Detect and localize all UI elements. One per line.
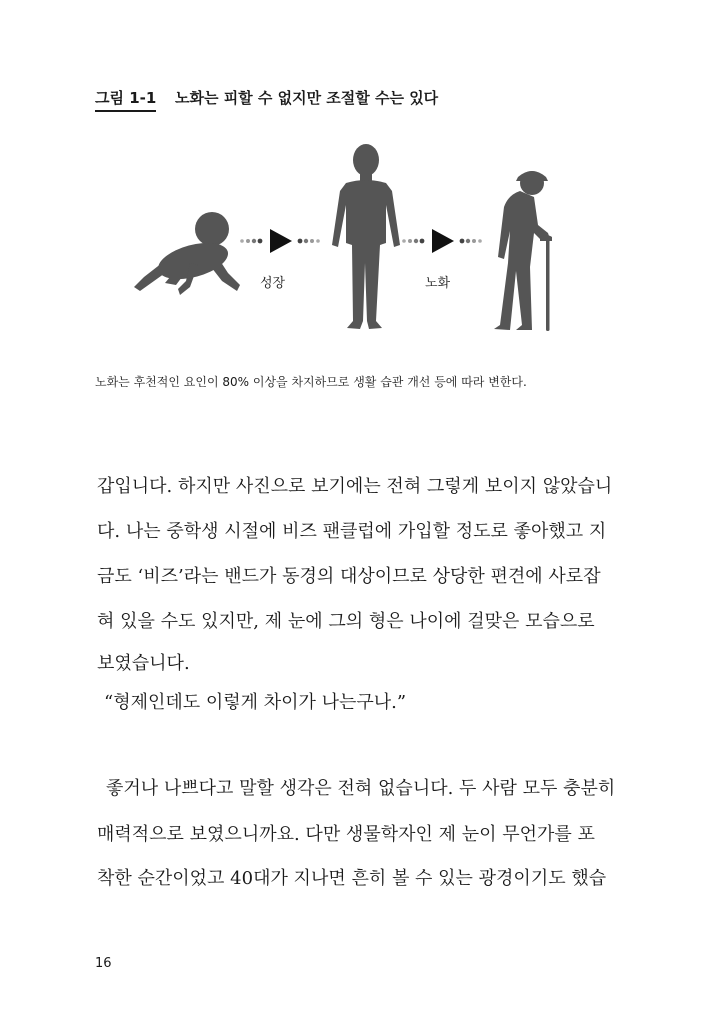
body-line: 다. 나는 중학생 시절에 비즈 팬클럽에 가입할 정도로 좋아했고 지: [97, 521, 607, 542]
arrow-aging-icon: [402, 229, 482, 253]
body-line: 보였습니다.: [97, 653, 190, 674]
figure-label: 그림 1-1: [95, 88, 156, 112]
elderly-silhouette: [494, 171, 552, 331]
body-line: 금도 ‘비즈’라는 밴드가 동경의 대상이므로 상당한 편견에 사로잡: [97, 566, 601, 587]
arrow-growth-icon: [240, 229, 320, 253]
body-line: 혀 있을 수도 있지만, 제 눈에 그의 형은 나이에 걸맞은 모습으로: [97, 611, 595, 632]
body-line: 착한 순간이었고 40대가 지나면 흔히 볼 수 있는 광경이기도 했습: [97, 868, 607, 889]
adult-silhouette: [332, 144, 400, 329]
figure-header: [95, 88, 635, 112]
figure-title: 노화는 피할 수 없지만 조절할 수는 있다: [175, 89, 439, 107]
body-line: 좋거나 나쁘다고 말할 생각은 전혀 없습니다. 두 사람 모두 충분히: [106, 778, 616, 799]
growth-label: 성장: [260, 276, 286, 291]
quote-line: “형제인데도 이렇게 차이가 나는구나.”: [104, 692, 407, 713]
body-line: 갑입니다. 하지만 사진으로 보기에는 전혀 그렇게 보이지 않았습니: [97, 476, 613, 497]
aging-figure: [120, 135, 600, 340]
page-number: 16: [95, 956, 112, 971]
aging-label: 노화: [425, 276, 451, 291]
body-line: 매력적으로 보였으니까요. 다만 생물학자인 제 눈이 무언가를 포: [97, 824, 595, 845]
aging-illustration: [120, 135, 600, 340]
figure-caption: 노화는 후천적인 요인이 80% 이상을 차지하므로 생활 습관 개선 등에 따라 변한다.: [95, 375, 527, 389]
baby-silhouette: [134, 212, 240, 295]
